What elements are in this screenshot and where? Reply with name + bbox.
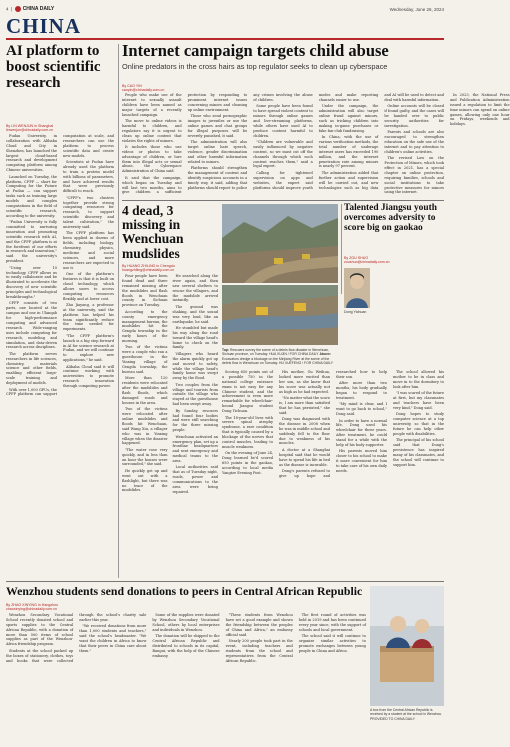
debris-flow-photo — [222, 204, 338, 283]
gaokao-headline: Talented Jiangsu youth overcomes adversity to score big on gaokao — [344, 203, 437, 233]
excavator-photo — [222, 285, 338, 345]
photo-caption: Top: Rescuers survey the scene of a debris flow disaster in Wenchuan, Sichuan province, on Tuesday. HUA XUJIN / FOR CHINA DAILY Above: Excavators dredge a blockage on the Minjiang River at the scene of the debris flow in Wenchuan on Tuesday. HU XUEFENG / FOR CHINA DAILY — [222, 348, 334, 366]
ai-body: Fudan University, in collaboration with Alibaba Cloud and City in Shenzhen, has launched the largest cloud-based research and development computing platform among Chinese universities. Launched on Tuesday, the platform, CFFF — short for Computing for the Future at Fudan — can support tasks such as training large models and complex computations in the field of scientific research, according to the university. "Fudan University is fully committed to nurturing innovation and promoting scientific research with AI, and the CFFF platform is at the forefront of our efforts in research and innovation," said the university's president. "Using over 10 technology, CFFF allows us to easily collaborate and be illustrated to accelerate the discovery of new scientific principles and technological breakthroughs." CFFF consists of two parts, one located at the campus and one in Ulanqab for high-performance computing and advanced research. Wide-ranging uses include computing for research, modeling and simulation, and data-driven research across disciplines. The platform serves researchers in life sciences, chemistry, materials science and other fields, enabling efficient large-scale training and deployment of models. With over 1,000 GPUs, the CFFF platform can support computation at scale, and researchers can use the platform to process scientific data and create new models. Scientists at Fudan have already used the platform to train a protein model with billions of parameters, and have achieved results that were previously difficult to reach. "CFFF's two clusters together provide strong computing resources for research, to support scientific discovery and talent cultivation," the university said. The CFFF platform has been applied in dozens of fields, including biology, chemistry, physics, medicine and social sciences, and more researchers are expected to use it. One of the platform's features is that it is built on cloud technology, which allows users to access computing resources flexibly and at lower cost. Zhu Jiayang, a professor at the university, said the platform has helped his team significantly reduce the time needed for experiments. "The CFFF platform's launch is a big step forward in AI for science research at Fudan, and we will continue to explore new applications," he said. Alibaba Cloud said it will continue working with universities to promote research innovation through computing power. — [6, 134, 114, 397]
logo-icon — [15, 6, 21, 12]
masthead-left: 4 | CHINA DAILY — [6, 6, 55, 13]
students-headline: Wenzhou students send donations to peers in Central African Republic — [6, 584, 363, 598]
campaign-rule — [122, 200, 444, 201]
campaign-headline: Internet campaign targets child abuse — [122, 41, 389, 60]
flood-byline: By HUANG ZHILING in Chengdu huangzhiling@chinadaily.com.cn — [122, 264, 175, 273]
donation-caption: A box from the Central African Republic is received by a student at the school in Wenzhou. PROVIDED TO CHINA DAILY — [370, 708, 443, 721]
column-divider-right — [341, 204, 342, 294]
bottom-rule — [6, 581, 444, 582]
donation-photo-art — [370, 586, 444, 706]
ai-headline: AI platform to boost scientific research — [6, 43, 101, 91]
dong-yichuan-portrait — [344, 268, 370, 308]
masthead-bar — [6, 4, 444, 14]
page-number: 4 — [6, 6, 9, 12]
portrait-caption: Dong Yichuan — [344, 310, 367, 314]
excavator-photo-art — [222, 285, 338, 345]
campaign-byline: By CAO YIN caoyin@chinadaily.com.cn — [122, 84, 165, 93]
students-body: Wenzhou Secondary Vocational School recently donated school and sports supplies to the Central African Republic, with a donation of more than 500 items of school supplies as part of the Wenzhou-Africa friendship program. Students at the school packed up the boxes of stationery, clothes, toys and books that were collected through the school's charity sale earlier this year. "We received donations from more than 1,000 students and teachers," said the school's headmaster. "We want the children in Africa to know that their peers in China care about them." Some of the supplies were donated by Wenzhou Secondary Vocational School, others by local enterprises and individuals in Wenzhou. The donation will be shipped to the Central African Republic and distributed to schools in its capital, Bangui, with the help of the Chinese embassy. "These students from Wenzhou have set a good example and shown the friendship between the peoples of China and Africa," an embassy official said. Nearly 200 people took part in the event, including teachers and students from the school and representatives from the Central African Republic. The first round of activities was held in 2019 and has been continued every year since, with the support of schools and local government. The school said it will continue to organize similar activities to promote exchanges between young people in China and Africa. — [6, 613, 366, 663]
debris-flow-photo-art — [222, 204, 338, 283]
donation-photo — [370, 586, 444, 706]
portrait-art — [344, 268, 370, 308]
flood-body: Four people have been found dead and three remained missing after the mudslides and flash floods in Wenchuan county in Sichuan province on Tuesday. According to the county emergency management bureau, the mudslides hit the Gengda township in the early hours of the morning. Two of the victims were a couple who ran a guesthouse in the Yinxing village of Gengda township, the bureau said. More than 120 residents were relocated after the mudslides and flash floods, which damaged roads and houses in the area. Two of the victims were relocated after online mudslides and floods hit Wenchuan, said Wang Xiu, a villager who was in Yinxing village when the disaster happened. "The water rose very quickly, and in less than an hour the houses were surrounded," she said. He quickly got up and went out with a flashlight, but there was no trace of the mudslides. He searched along the river again, and then saw several shelters to rescue the villagers, and the mudslide arrived instantly. The ground was shaking, and the sound was very loud, like an earthquake, he said. He stumbled but made his way along the road toward the village head's home to check on the family. Villagers who heard the alarm quickly got up and moved to safety, while the village head's family home was swept away by the flood. Two couples from the village and tourists from outside the village who stayed at the guesthouse had been swept away. By Sunday, rescuers had found four bodies and were still searching for the three missing people. Wenchuan activated an emergency plan, set up a frontline headquarters and sent emergency and medical teams to the area. Local authorities said that as of Tuesday night, roads, power and communications to the area were being repaired. — [122, 274, 218, 494]
campaign-body: People who make use of the internet to sexually assault children have been named as major targets of a recently launched campaign. The move to online videos is harmful to children, and regulators say it is urgent to clean up online content that violates the rights of minors. It includes those who use videos or photos to take advantage of children, or lure them into illegal acts or sexual abuse, the Cyberspace Administration of China said. It said that the campaign, which began on Tuesday and will last two months, aims to give children a sufficient protection by responding to prominent internet issues concerning minors and cleaning up online environment. Those who send pornographic images to juveniles or use the online games and chat groups for illegal purposes will be severely punished, it said. The administration will also target online hate speech, violence, gender discrimination and other harmful information related to minors. Platforms should strengthen the management of content and identify suspicious accounts in a timely way, it said, adding that platforms should report to police any crimes involving the abuse of children. Some people have been found to have spread violent content to minors through online games and live-streaming platforms, while others have used AI to produce content harmful to children. "Children are vulnerable and easily influenced by negative content, so we must cut off the channels through which such content reaches them," said a legal expert. Calling for tightened supervision on apps and websites, the expert said platforms should improve youth modes and make reporting channels easier to use. Under the campaign, the administration will also target online fraud against minors, such as tricking children into making in-game purchases or fake fan-club fundraising. In China, with the use of various verification methods, the total number of underage internet users has exceeded 190 million, and the internet penetration rate among minors is nearly 97 percent. The administration added that further action and supervision will be carried out, and new technologies such as big data and AI will be used to detect and deal with harmful information. Online accounts will be closed if found guilty, and the cases will be handed over to public security authorities for investigation. Parents and schools are also encouraged to strengthen education on the safe use of the internet and to pay attention to children's online activities. The revised Law on the Protection of Minors, which took effect in 2021, has a special chapter on online protection, requiring families, schools and social institutions to take protective measures for minors using the internet. In 2023, the National Press and Publication Administration issued a regulation to limit the time minors can spend on online games, allowing only one hour on Fridays, weekends and holidays. — [122, 93, 510, 195]
section-title: CHINA — [6, 14, 82, 38]
flood-headline: 4 dead, 3 missing in Wenchuan mudslides — [122, 203, 184, 261]
gaokao-byline: By ZOU SHUO zoushuo@chinadaily.com.cn — [344, 256, 390, 265]
paper-logo: CHINA DAILY — [15, 6, 55, 12]
masthead-date: Wednesday, June 26, 2024 — [389, 6, 444, 12]
campaign-deck: Online predators in the cross hairs as top regulator seeks to clean up cyberspace — [122, 62, 388, 71]
column-divider — [118, 44, 119, 578]
section-rule — [6, 38, 444, 40]
ai-byline: By LIN WENJUN in Shanghai linwenjun@chinadaily.com.cn — [6, 124, 54, 133]
gaokao-body: Scoring 650 points out of a possible 750 in the national college entrance exam is not easy for any Chinese student, and the achievement is even more remarkable for wheelchair-bound Jiangsu student Dong Yichuan. The 18-year-old lives with severe spinal atrophy syndrome, a rare condition that is typically caused by a blockage of the nerves that control muscles, leading to muscle weakness. On the evening of June 24, Dong learned he'd scored 650 points in the gaokao, according to local media Yangtze Evening Post. His mother, Gu Weihua, looked more excited than her son, as she knew that his score was actually not as high as he had expected. "No matter what the score is, I am more than satisfied that he has persisted," she said. Dong was diagnosed with the disease in 2008 when he was in middle school and suddenly fell to the floor due to weakness of his muscles. A doctor at a Shanghai hospital said that he would have to spend his life in bed as the disease is incurable. Dong's parents refused to give up hope and researched how to help their son. After more than two months, his body gradually began to respond to treatment. "My mind is clear, and I want to go back to school," Dong said. In order to have a normal life, Dong used his wheelchair for three years. After treatment, he could stand for a while with the help of his body supporter. His parents moved him closer to his school to make it more convenient for him to take care of his own daily needs. The school allowed his mother to be in class and move in to the dormitory to look after him. "I was scared of the future at first, but my classmates and teachers have been very kind," Dong said. Dong hopes to study computer science at a top university, so that in the future he can help other people with disabilities. The principal of his school said that Dong's persistence has inspired many of his classmates, and the school will continue to support him. — [222, 370, 444, 478]
students-byline: By ZHAO XINYING in Hangzhou zhaoxinying@chinadaily.com.cn — [6, 603, 59, 612]
